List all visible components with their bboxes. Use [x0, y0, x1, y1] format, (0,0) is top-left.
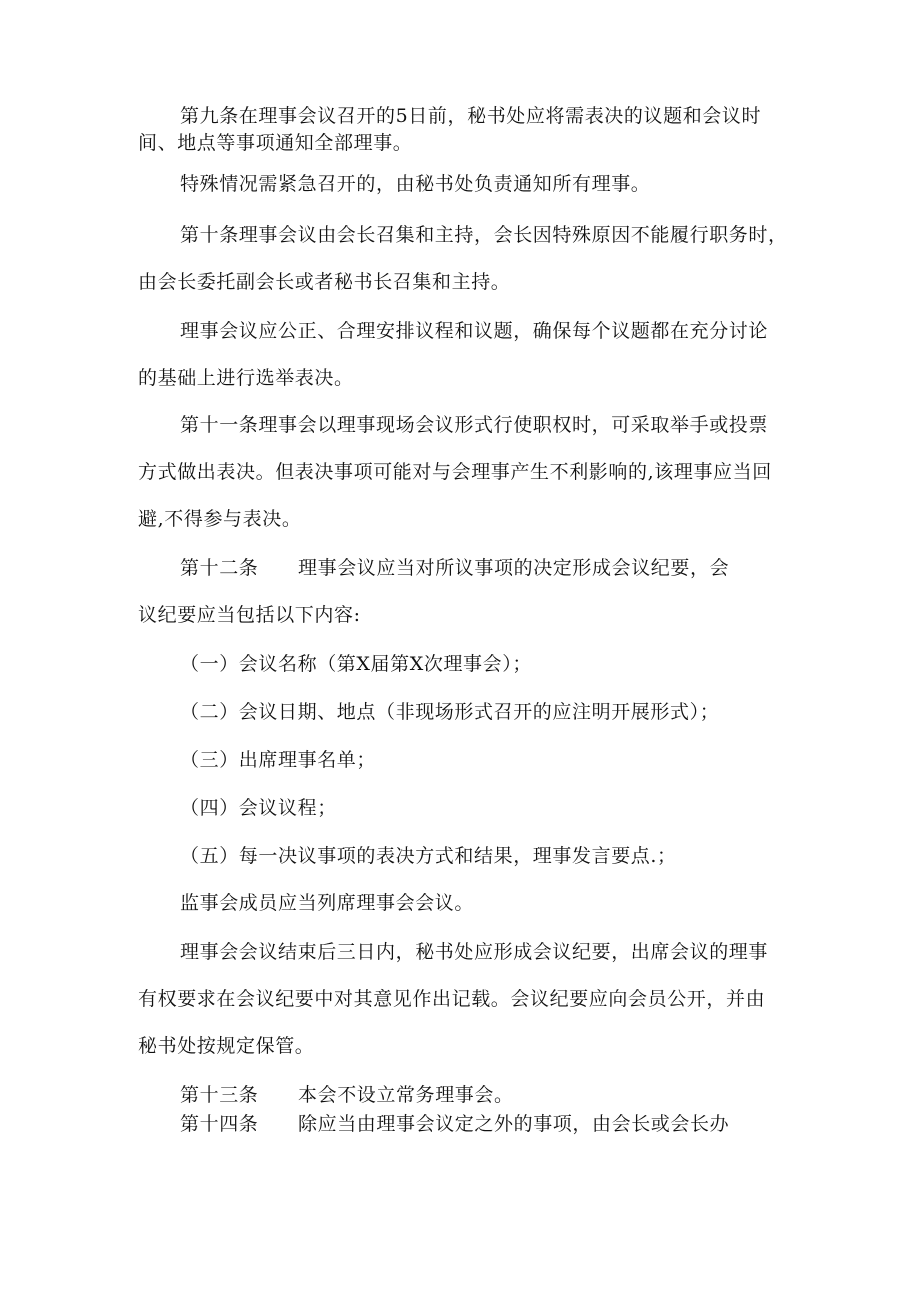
list-item-3: （三）出席理事名单； — [180, 749, 377, 771]
article-11-line-1: 第十一条理事会以理事现场会议形式行使职权时，可采取举手或投票 — [180, 414, 769, 436]
article-13-text: 本会不设立常务理事会。 — [298, 1084, 514, 1106]
article-14-heading: 第十四条 — [180, 1113, 259, 1135]
article-12-line-1 — [180, 556, 729, 580]
article-11-line-3: 避,不得参与表决。 — [138, 508, 302, 530]
article-9-urgent-paragraph: 特殊情况需紧急召开的，由秘书处负责通知所有理事。 — [180, 173, 651, 195]
supervisors-attend-paragraph: 监事会成员应当列席理事会会议。 — [180, 892, 475, 914]
article-12-line-2: 议纪要应当包括以下内容: — [138, 604, 361, 626]
minutes-paragraph-line-2: 有权要求在会议纪要中对其意见作出记载。会议纪要应向会员公开，并由 — [138, 988, 766, 1010]
article-13-heading: 第十三条 — [180, 1084, 259, 1106]
minutes-paragraph-line-1: 理事会会议结束后三日内，秘书处应形成会议纪要，出席会议的理事 — [180, 941, 769, 963]
article-12-heading: 第十二条 — [180, 557, 259, 579]
list-item-5: （五）每一决议事项的表决方式和结果，理事发言要点.； — [180, 845, 677, 867]
article-14-text: 除应当由理事会议定之外的事项，由会长或会长办 — [298, 1113, 730, 1135]
article-10-line-1: 第十条理事会议由会长召集和主持，会长因特殊原因不能履行职务时， — [180, 224, 788, 246]
article-14 — [180, 1112, 729, 1136]
minutes-paragraph-line-3: 秘书处按规定保管。 — [138, 1035, 315, 1057]
list-item-4: （四）会议议程； — [180, 797, 337, 819]
list-item-1: （一）会议名称（第X届第X次理事会）； — [180, 653, 532, 675]
article-10-para2-line-1: 理事会议应公正、合理安排议程和议题，确保每个议题都在充分讨论 — [180, 320, 769, 342]
article-9-line-1: 第九条在理事会议召开的5日前，秘书处应将需表决的议题和会议时 — [180, 105, 762, 127]
article-10-para2-line-2: 的基础上进行选举表决。 — [138, 367, 354, 389]
article-11-line-2: 方式做出表决。但表决事项可能对与会理事产生不利影响的,该理事应当回 — [138, 461, 772, 483]
list-item-2: （二）会议日期、地点（非现场形式召开的应注明开展形式）； — [180, 701, 720, 723]
article-13 — [180, 1083, 514, 1107]
article-10-line-2: 由会长委托副会长或者秘书长召集和主持。 — [138, 271, 511, 293]
article-9-line-2: 间、地点等事项通知全部理事。 — [138, 132, 413, 154]
article-12-text: 理事会议应当对所议事项的决定形成会议纪要，会 — [298, 557, 730, 579]
